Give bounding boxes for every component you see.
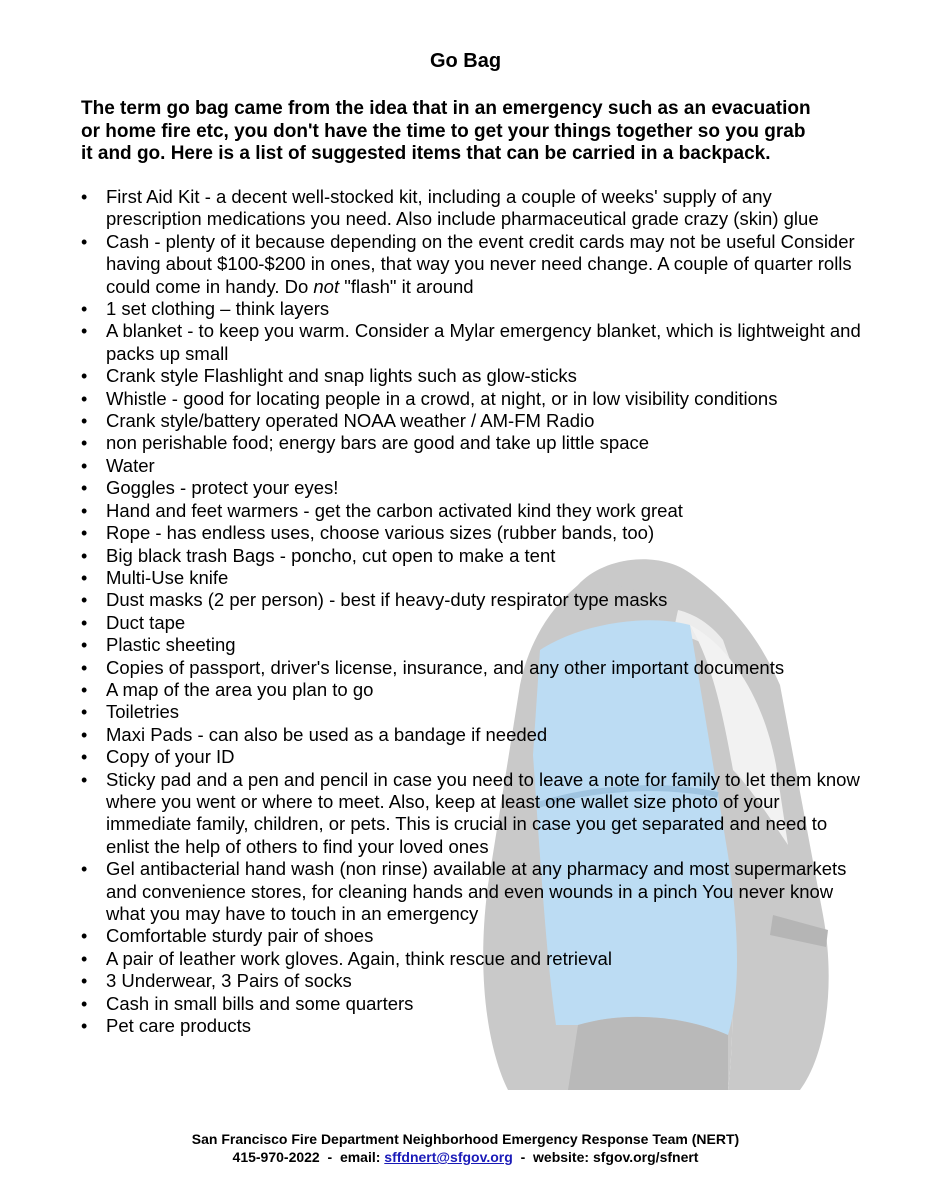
bullet-icon: •: [81, 545, 88, 566]
footer-org: San Francisco Fire Department Neighborhood Emergency Response Team (NERT): [191, 1131, 740, 1147]
bullet-icon: •: [81, 187, 88, 207]
list-item-text: non perishable food; energy bars are good and take up little space: [106, 432, 650, 454]
list-item: [81, 724, 861, 746]
list-item: [81, 858, 861, 925]
bullet-icon: •: [81, 433, 88, 454]
list-item-text: Multi-Use knife: [106, 566, 229, 588]
bullet-icon: •: [81, 859, 88, 880]
footer-email-link[interactable]: sffdnert@sfgov.org: [384, 1149, 513, 1165]
bullet-icon: •: [81, 926, 88, 947]
list-item: [81, 500, 861, 522]
list-item-text: Toiletries: [106, 701, 179, 723]
list-item: [81, 477, 861, 499]
bullet-icon: •: [81, 590, 88, 611]
bullet-icon: •: [81, 747, 88, 768]
footer-website: sfgov.org/sfnert: [592, 1149, 699, 1165]
bullet-icon: •: [81, 523, 88, 544]
list-item: [81, 589, 861, 611]
bullet-icon: •: [81, 657, 88, 678]
list-item: [81, 455, 861, 477]
list-item: [81, 679, 861, 701]
item-list: [81, 186, 861, 1037]
bullet-icon: •: [81, 478, 88, 499]
list-item-text: Duct tape: [106, 611, 186, 633]
list-item-text: Goggles - protect your eyes!: [106, 477, 339, 499]
bullet-icon: •: [81, 388, 88, 409]
bullet-icon: •: [81, 948, 88, 969]
bullet-icon: •: [81, 1016, 88, 1037]
list-item: [81, 634, 861, 656]
list-item: [81, 545, 861, 567]
list-item: [81, 948, 861, 970]
list-item: [81, 186, 861, 231]
list-item-text: Sticky pad and a pen and pencil in case you need to leave a note for family to let them know where you went or where to meet. Also, keep at least one wallet size photo of your immediate family, children, or pets. This is crucial in case you get separated and need to enlist the help of others to find your loved ones: [106, 768, 860, 857]
bullet-icon: •: [81, 299, 88, 320]
bullet-icon: •: [81, 366, 88, 387]
list-item-text: Hand and feet warmers - get the carbon activated kind they work great: [106, 499, 683, 521]
list-item: [81, 388, 861, 410]
list-item-text: A pair of leather work gloves. Again, think rescue and retrieval: [106, 947, 612, 969]
bullet-icon: •: [81, 500, 88, 521]
bullet-icon: •: [81, 724, 88, 745]
list-item-text: Maxi Pads - can also be used as a bandage if needed: [106, 723, 548, 745]
list-item: [81, 925, 861, 947]
bullet-icon: •: [81, 321, 88, 342]
list-item-text: Water: [106, 454, 155, 476]
list-item: [81, 298, 861, 320]
bullet-icon: •: [81, 231, 88, 252]
footer-contact: [0, 1148, 931, 1166]
list-item-text: Comfortable sturdy pair of shoes: [106, 925, 374, 947]
footer-phone: 415-970-2022: [232, 1149, 320, 1165]
list-item-text: Pet care products: [106, 1015, 251, 1037]
footer: [0, 1130, 931, 1166]
page-title: Go Bag: [429, 50, 502, 72]
bullet-icon: •: [81, 702, 88, 723]
list-item: [81, 657, 861, 679]
list-item-text: Rope - has endless uses, choose various sizes (rubber bands, too): [106, 522, 655, 544]
bullet-icon: •: [81, 411, 88, 432]
list-item-text: Big black trash Bags - poncho, cut open to make a tent: [106, 544, 556, 566]
list-item-text: Plastic sheeting: [106, 634, 236, 656]
list-item: [81, 769, 861, 859]
list-item: [81, 231, 861, 298]
list-item-text: 3 Underwear, 3 Pairs of socks: [106, 970, 352, 992]
list-item-text: A blanket - to keep you warm. Consider a Mylar emergency blanket, which is lightweight and packs up small: [106, 320, 861, 364]
footer-email-label: - email:: [319, 1149, 385, 1165]
list-item-text: Dust masks (2 per person) - best if heavy-duty respirator type masks: [106, 589, 668, 611]
list-item: [81, 970, 861, 992]
footer-website-label: - website:: [512, 1149, 593, 1165]
list-item: [81, 320, 861, 365]
list-item-text: Copy of your ID: [106, 746, 235, 768]
list-item: [81, 701, 861, 723]
list-item-text: Gel antibacterial hand wash (non rinse) available at any pharmacy and most supermarkets and convenience stores, for cleaning hands and even wounds in a pinch You never know what you may have to touch in an emergency: [106, 858, 847, 924]
list-item-text: Cash - plenty of it because depending on the event credit cards may not be useful Consider having about $100-$200 in ones, that way you never need change. A couple of quarter rolls could come in handy. Do not "flash" it around: [106, 230, 855, 297]
bullet-icon: •: [81, 769, 88, 790]
list-item: [81, 522, 861, 544]
list-item-text: Crank style Flashlight and snap lights such as glow-sticks: [106, 365, 577, 387]
bullet-icon: •: [81, 993, 88, 1014]
list-item-text: 1 set clothing – think layers: [106, 298, 330, 320]
bullet-icon: •: [81, 567, 88, 588]
list-item: [81, 410, 861, 432]
list-item-text: Whistle - good for locating people in a crowd, at night, or in low visibility conditions: [106, 387, 778, 409]
list-item-text: Crank style/battery operated NOAA weather / AM-FM Radio: [106, 410, 595, 432]
list-item-text: Cash in small bills and some quarters: [106, 992, 414, 1014]
bullet-icon: •: [81, 612, 88, 633]
bullet-icon: •: [81, 971, 88, 992]
list-item: [81, 993, 861, 1015]
list-item: [81, 567, 861, 589]
list-item: [81, 365, 861, 387]
intro-paragraph: The term go bag came from the idea that in an emergency such as an evacuation or home fire etc, you don't have the time to get your things together so you grab it and go. Here is a list of suggested items that can be carried in a backpack.: [81, 98, 811, 164]
list-item-text: First Aid Kit - a decent well-stocked kit, including a couple of weeks' supply of any prescription medications you need. Also include pharmaceutical grade crazy (skin) glue: [106, 186, 819, 230]
bullet-icon: •: [81, 679, 88, 700]
bullet-icon: •: [81, 635, 88, 656]
list-item: [81, 432, 861, 454]
list-item: [81, 1015, 861, 1037]
bullet-icon: •: [81, 455, 88, 476]
list-item-text: A map of the area you plan to go: [106, 678, 374, 700]
list-item: [81, 612, 861, 634]
list-item-text: Copies of passport, driver's license, insurance, and any other important documents: [106, 656, 785, 678]
list-item: [81, 746, 861, 768]
